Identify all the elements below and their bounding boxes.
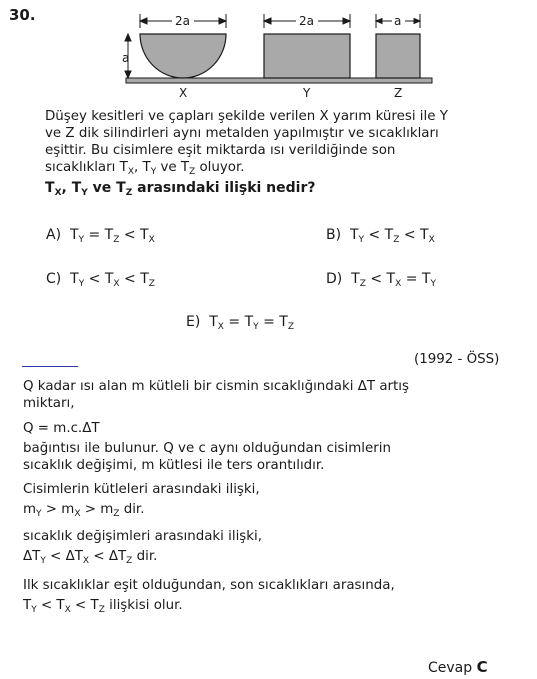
subscript: Y bbox=[81, 188, 88, 198]
text-frag: , T bbox=[61, 180, 82, 196]
answer bbox=[428, 658, 488, 676]
subscript: X bbox=[113, 279, 120, 289]
option-b[interactable] bbox=[326, 227, 435, 243]
subscript: Z bbox=[98, 605, 105, 615]
text-frag: > m bbox=[41, 502, 75, 517]
text-frag: sıcaklıkları T bbox=[45, 160, 128, 175]
option-e[interactable] bbox=[186, 314, 294, 330]
text-frag: < ΔT bbox=[45, 549, 83, 564]
text-frag: < T bbox=[84, 271, 114, 287]
cylinder-y bbox=[264, 34, 350, 78]
y-width-label: 2a bbox=[299, 14, 314, 28]
final-relation bbox=[23, 597, 523, 614]
subscript: Z bbox=[189, 167, 196, 177]
subscript: Y bbox=[36, 509, 42, 519]
text-frag: = T bbox=[401, 271, 431, 287]
text-frag: m bbox=[23, 502, 37, 517]
answer-letter: C bbox=[476, 658, 488, 676]
subscript: Z bbox=[148, 279, 155, 289]
solution-line: Q kadar ısı alan m kütleli bir cismin sıcaklığındaki ΔT artış bbox=[23, 379, 409, 394]
subscript: Z bbox=[359, 279, 366, 289]
hemisphere-x bbox=[140, 34, 226, 78]
text-frag: T bbox=[209, 314, 218, 330]
solution-paragraph-2 bbox=[23, 440, 523, 474]
x-width-label: 2a bbox=[175, 14, 190, 28]
text-frag: < T bbox=[364, 227, 394, 243]
text-frag: < T bbox=[36, 598, 65, 613]
text-frag: dir. bbox=[132, 549, 158, 564]
height-dim-label: a bbox=[122, 51, 130, 65]
solution-formula: Q = m.c.ΔT bbox=[23, 421, 100, 436]
option-label: C) bbox=[46, 271, 62, 287]
subscript: X bbox=[217, 322, 224, 332]
problem-line: Düşey kesitleri ve çapları şekilde verilen X yarım küresi ile Y bbox=[45, 109, 448, 124]
text-frag: < T bbox=[119, 227, 149, 243]
text-frag: ve T bbox=[156, 160, 190, 175]
subscript: Z bbox=[287, 322, 294, 332]
text-frag: T bbox=[23, 598, 32, 613]
solution-paragraph-5: Ilk sıcaklıklar eşit olduğundan, son sıcaklıkları arasında, bbox=[23, 578, 395, 593]
answer-label: Cevap bbox=[428, 660, 477, 676]
solution-paragraph-1 bbox=[23, 378, 523, 412]
delta-t-relation bbox=[23, 548, 523, 565]
option-c[interactable] bbox=[46, 271, 155, 287]
cylinder-z bbox=[376, 34, 420, 78]
solution-paragraph-3: Cisimlerin kütleleri arasındaki ilişki, bbox=[23, 482, 260, 497]
subscript: X bbox=[64, 605, 71, 615]
subscript: X bbox=[127, 167, 134, 177]
text-frag: < T bbox=[119, 271, 149, 287]
text-frag: T bbox=[45, 180, 55, 196]
subscript: Y bbox=[31, 605, 37, 615]
text-frag: < ΔT bbox=[89, 549, 127, 564]
problem-line: eşittir. Bu cisimlere eşit miktarda ısı verildiğinde son bbox=[45, 143, 396, 158]
subscript: Y bbox=[78, 235, 85, 245]
subscript: X bbox=[74, 509, 81, 519]
text-frag: ilişkisi olur. bbox=[104, 598, 183, 613]
text-frag: dir. bbox=[119, 502, 145, 517]
figure bbox=[118, 8, 438, 98]
label-y: Y bbox=[303, 86, 311, 98]
text-frag: = T bbox=[84, 227, 114, 243]
text-frag: oluyor. bbox=[195, 160, 245, 175]
ground-surface bbox=[126, 78, 432, 83]
exam-source: (1992 - ÖSS) bbox=[414, 352, 500, 367]
option-label: A) bbox=[46, 227, 62, 243]
text-frag: T bbox=[70, 271, 79, 287]
problem-line: ve Z dik silindirleri aynı metalden yapılmıştır ve sıcaklıkları bbox=[45, 126, 439, 141]
text-frag: = T bbox=[258, 314, 288, 330]
question-text bbox=[45, 180, 316, 196]
subscript: X bbox=[82, 556, 90, 566]
subscript: Z bbox=[393, 235, 400, 245]
subscript: X bbox=[148, 235, 155, 245]
subscript: Y bbox=[40, 556, 46, 566]
option-d[interactable] bbox=[326, 271, 436, 287]
option-label: E) bbox=[186, 314, 201, 330]
question-number: 30. bbox=[9, 6, 36, 24]
solution-paragraph-4: sıcaklık değişimleri arasındaki ilişki, bbox=[23, 529, 263, 544]
text-frag: ΔT bbox=[23, 549, 41, 564]
subscript: X bbox=[54, 188, 62, 198]
z-width-label: a bbox=[394, 14, 402, 28]
mass-relation bbox=[23, 501, 523, 518]
solution-line: sıcaklık değişimi, m kütlesi ile ters orantılıdır. bbox=[23, 458, 325, 473]
text-frag: T bbox=[69, 227, 79, 243]
text-frag: < T bbox=[399, 227, 429, 243]
label-z: Z bbox=[394, 86, 403, 98]
option-label: D) bbox=[326, 271, 343, 287]
problem-line bbox=[45, 159, 515, 176]
solution-line: bağıntısı ile bulunur. Q ve c aynı olduğundan cisimlerin bbox=[23, 441, 391, 456]
text-frag: > m bbox=[80, 502, 114, 517]
text-frag: T bbox=[351, 271, 360, 287]
solution-line: miktarı, bbox=[23, 396, 75, 411]
option-a[interactable] bbox=[46, 227, 155, 243]
text-frag: = T bbox=[223, 314, 254, 330]
subscript: Z bbox=[125, 188, 133, 198]
subscript: Z bbox=[113, 235, 120, 245]
problem-text bbox=[45, 108, 515, 176]
subscript: Y bbox=[430, 279, 436, 289]
subscript: Y bbox=[150, 167, 157, 177]
section-divider bbox=[22, 366, 78, 367]
subscript: Z bbox=[126, 556, 133, 566]
text-frag: , T bbox=[133, 160, 151, 175]
text-frag: < T bbox=[365, 271, 396, 287]
option-label: B) bbox=[326, 227, 342, 243]
subscript: Y bbox=[78, 279, 85, 289]
text-frag: T bbox=[349, 227, 359, 243]
subscript: X bbox=[428, 235, 435, 245]
text-frag: < T bbox=[70, 598, 99, 613]
text-frag: ve T bbox=[87, 180, 126, 196]
subscript: X bbox=[395, 279, 402, 289]
text-frag: arasındaki ilişki nedir? bbox=[132, 180, 316, 196]
subscript: Y bbox=[253, 322, 259, 332]
subscript: Z bbox=[113, 509, 120, 519]
subscript: Y bbox=[358, 235, 365, 245]
label-x: X bbox=[179, 86, 188, 98]
